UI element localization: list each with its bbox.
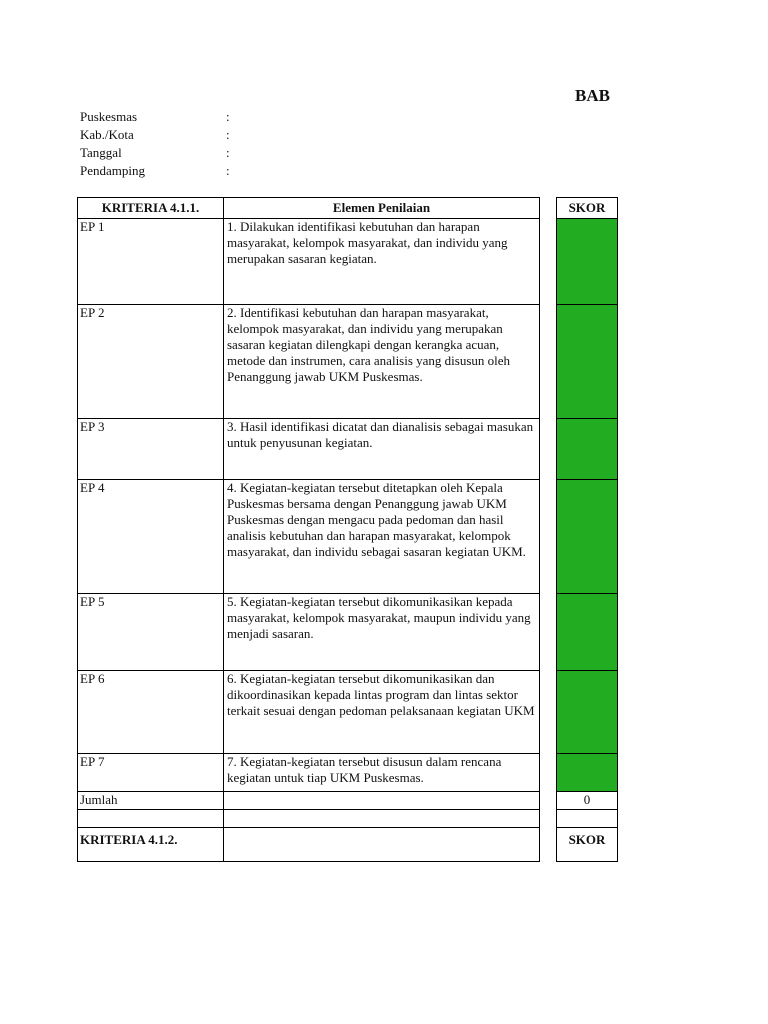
info-colon-pendamping: : (226, 163, 230, 178)
info-colon-puskesmas: : (226, 109, 230, 124)
table-row (78, 419, 618, 480)
next-skor-label: SKOR (557, 828, 618, 862)
info-colon-tanggal: : (226, 145, 230, 160)
info-label-tanggal: Tanggal (80, 145, 122, 160)
table-row (78, 305, 618, 419)
info-colon-kab-kota: : (226, 127, 230, 142)
gap-cell (540, 480, 557, 594)
table-row (78, 671, 618, 754)
ep-cell[interactable]: EP 1 (78, 219, 224, 305)
table-header-row (78, 198, 618, 219)
gap-cell (540, 594, 557, 671)
gap-cell (540, 419, 557, 480)
page-title: BAB (575, 86, 610, 105)
table-row (78, 594, 618, 671)
element-description-cell[interactable]: 7. Kegiatan-kegiatan tersebut disusun dalam rencana kegiatan untuk tiap UKM Puskesmas. (224, 754, 540, 792)
score-cell[interactable] (557, 594, 618, 671)
element-description-cell[interactable]: 5. Kegiatan-kegiatan tersebut dikomunikasikan kepada masyarakat, kelompok masyarakat, maupun individu yang menjadi sasaran. (224, 594, 540, 671)
element-description-cell[interactable]: 1. Dilakukan identifikasi kebutuhan dan harapan masyarakat, kelompok masyarakat, dan individu yang merupakan sasaran kegiatan. (224, 219, 540, 305)
gap-cell (540, 198, 557, 219)
table-row (78, 480, 618, 594)
jumlah-empty-cell[interactable] (224, 792, 540, 810)
gap-cell (540, 828, 557, 862)
element-description-cell[interactable]: 6. Kegiatan-kegiatan tersebut dikomunikasikan dan dikoordinasikan kepada lintas program dan lintas sektor terkait sesuai dengan pedoman pelaksanaan kegiatan UKM (224, 671, 540, 754)
ep-cell[interactable]: EP 4 (78, 480, 224, 594)
gap-cell (540, 810, 557, 828)
table-row (78, 219, 618, 305)
assessment-table (77, 197, 618, 862)
next-elemen-cell[interactable] (224, 828, 540, 862)
gap-cell (540, 754, 557, 792)
ep-cell[interactable]: EP 5 (78, 594, 224, 671)
next-kriteria-row (78, 828, 618, 862)
blank-cell[interactable] (78, 810, 224, 828)
score-cell[interactable] (557, 754, 618, 792)
score-cell[interactable] (557, 671, 618, 754)
header-kriteria: KRITERIA 4.1.1. (78, 198, 224, 219)
blank-row (78, 810, 618, 828)
info-label-puskesmas: Puskesmas (80, 109, 138, 124)
ep-cell[interactable]: EP 3 (78, 419, 224, 480)
score-cell[interactable] (557, 480, 618, 594)
gap-cell (540, 305, 557, 419)
info-label-pendamping: Pendamping (80, 163, 145, 178)
jumlah-value: 0 (557, 792, 618, 810)
next-kriteria-label: KRITERIA 4.1.2. (78, 828, 224, 862)
blank-cell[interactable] (557, 810, 618, 828)
ep-cell[interactable]: EP 6 (78, 671, 224, 754)
blank-cell[interactable] (224, 810, 540, 828)
score-cell[interactable] (557, 305, 618, 419)
score-cell[interactable] (557, 419, 618, 480)
gap-cell (540, 671, 557, 754)
table-row (78, 754, 618, 792)
ep-cell[interactable]: EP 2 (78, 305, 224, 419)
jumlah-label: Jumlah (78, 792, 224, 810)
ep-cell[interactable]: EP 7 (78, 754, 224, 792)
score-cell[interactable] (557, 219, 618, 305)
element-description-cell[interactable]: 4. Kegiatan-kegiatan tersebut ditetapkan oleh Kepala Puskesmas bersama dengan Penanggung jawab UKM Puskesmas dengan mengacu pada pedoman dan hasil analisis kebutuhan dan harapan masyarakat, kelompok masyarakat, dan individu sebagai sasaran kegiatan UKM. (224, 480, 540, 594)
element-description-cell[interactable]: 2. Identifikasi kebutuhan dan harapan masyarakat, kelompok masyarakat, dan individu yang merupakan sasaran kegiatan dilengkapi dengan kerangka acuan, metode dan instrumen, cara analisis yang disusun oleh Penanggung jawab UKM Puskesmas. (224, 305, 540, 419)
element-description-cell[interactable]: 3. Hasil identifikasi dicatat dan dianalisis sebagai masukan untuk penyusunan kegiatan. (224, 419, 540, 480)
jumlah-row (78, 792, 618, 810)
gap-cell (540, 219, 557, 305)
gap-cell (540, 792, 557, 810)
info-label-kab-kota: Kab./Kota (80, 127, 134, 142)
header-elemen-penilaian: Elemen Penilaian (224, 198, 540, 219)
header-skor: SKOR (557, 198, 618, 219)
